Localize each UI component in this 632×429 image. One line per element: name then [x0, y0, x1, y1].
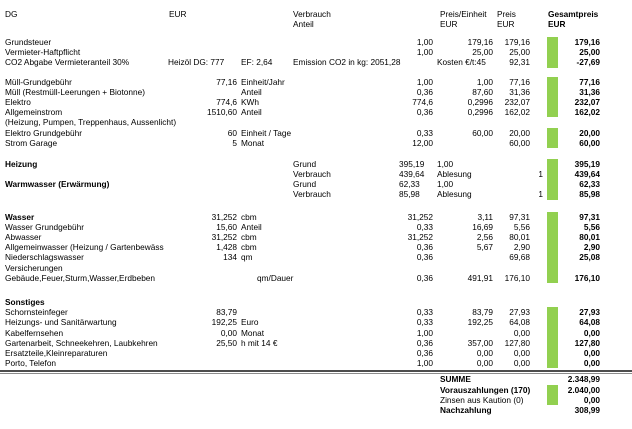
price-per-unit-cell: 3,11 — [477, 211, 493, 222]
amount-cell: 1510,60 — [207, 107, 237, 118]
verbrauch-cell: 1,00 — [416, 47, 433, 58]
price-cell: 0,00 — [513, 327, 530, 338]
total-cell: 31,36 — [579, 86, 600, 97]
amount-cell: 83,79 — [216, 307, 237, 318]
highlight-bar — [547, 222, 558, 232]
total-cell: 176,10 — [574, 272, 600, 283]
price-per-unit-cell: 25,00 — [472, 47, 493, 58]
table-row — [5, 252, 632, 262]
highlight-bar — [547, 77, 558, 87]
highlight-bar — [547, 374, 558, 384]
summary-label: Zinsen aus Kaution (0) — [440, 394, 524, 405]
table-row — [5, 232, 632, 242]
table-row — [5, 117, 632, 127]
amount-cell: 77,16 — [216, 76, 237, 87]
unit-cell: cbm — [241, 211, 257, 222]
label-cell: Gebäude,Feuer,Sturm,Wasser,Erdbeben — [5, 272, 156, 283]
price-per-unit-cell: 1,00 — [476, 76, 493, 87]
highlight-bar — [547, 37, 558, 47]
label-cell: Elektro Grundgebühr — [5, 127, 83, 138]
unit-cell: Monat — [241, 137, 265, 148]
label-cell: Porto, Telefon — [5, 358, 57, 369]
price-cell: 60,00 — [509, 137, 530, 148]
total-cell: 77,16 — [579, 76, 600, 87]
verbrauch-cell: 1,00 — [416, 76, 433, 87]
price-per-unit-cell: 491,91 — [467, 272, 493, 283]
verbrauch-cell: 0,36 — [416, 347, 433, 358]
column-header-eur: EUR — [169, 9, 187, 19]
total-cell: 439,64 — [574, 169, 600, 180]
total-cell: 0,00 — [583, 347, 600, 358]
label-cell: Allgemeinstrom — [5, 107, 63, 118]
verbrauch-cell: 12,00 — [412, 137, 433, 148]
amount-cell: 5 — [232, 137, 237, 148]
price-per-unit-cell: Ablesung — [437, 189, 472, 200]
price-cell: 5,56 — [513, 221, 530, 232]
price-per-unit-cell: 60,00 — [472, 127, 493, 138]
table-row — [5, 159, 632, 169]
column-header-dg: DG — [5, 9, 18, 19]
price-per-unit-cell: 179,16 — [467, 37, 493, 47]
table-row — [5, 47, 632, 57]
verbrauch-cell: 0,36 — [416, 107, 433, 118]
price-cell: 162,02 — [504, 107, 530, 118]
price-cell: 64,08 — [509, 317, 530, 328]
price-per-unit-cell: 5,67 — [476, 242, 493, 253]
table-row — [5, 97, 632, 107]
label-cell: Heizungs- und Sanitärwartung — [5, 317, 117, 328]
price-cell: 77,16 — [509, 76, 530, 87]
table-row — [5, 273, 632, 283]
reading-marker: 1 — [538, 169, 543, 180]
verbrauch-cell: 0,36 — [416, 86, 433, 97]
column-header-preis: Preis — [497, 9, 516, 19]
amount-cell: Heizöl DG: 777 — [168, 57, 225, 68]
highlight-bar — [547, 348, 558, 358]
total-cell: 0,00 — [583, 327, 600, 338]
price-per-unit-cell: 0,2996 — [467, 96, 493, 107]
section-gap — [0, 148, 632, 159]
unit-cell: cbm — [241, 242, 257, 253]
total-cell: 2,90 — [583, 242, 600, 253]
table-row — [5, 358, 632, 368]
label-cell: CO2 Abgabe Vermieteranteil 30% — [5, 57, 130, 68]
highlight-bar — [547, 107, 558, 117]
summary-label: Vorauszahlungen (170) — [440, 384, 531, 395]
table-row — [5, 87, 632, 97]
verbrauch-cell: 0,33 — [416, 317, 433, 328]
table-row — [5, 338, 632, 348]
table-row — [5, 107, 632, 117]
summary-row — [5, 385, 632, 395]
unit-cell: KWh — [241, 96, 259, 107]
label-cell: Kabelfernsehen — [5, 327, 64, 338]
table-row — [5, 212, 632, 222]
price-cell: 2,90 — [513, 242, 530, 253]
table-row — [5, 297, 632, 307]
table-row — [5, 189, 632, 199]
highlight-bar — [547, 358, 558, 368]
verbrauch-cell: 1,00 — [416, 358, 433, 369]
summary-value: 308,99 — [574, 405, 600, 416]
label-cell: Heizung — [5, 158, 38, 169]
highlight-bar — [547, 273, 558, 283]
amount-cell: 134 — [223, 252, 237, 263]
summary-row — [5, 374, 632, 384]
verbrauch-cell: 1,00 — [416, 37, 433, 47]
table-row — [5, 37, 632, 47]
highlight-bar — [547, 138, 558, 148]
label-cell: Sonstiges — [5, 296, 45, 307]
total-cell: 60,00 — [579, 137, 600, 148]
label-cell: Gartenarbeit, Schneekehren, Laubkehren — [5, 337, 158, 348]
basis-cell: Verbrauch — [293, 169, 331, 180]
total-cell: 80,01 — [579, 232, 600, 242]
label-cell: Versicherungen — [5, 262, 63, 273]
price-cell: 0,00 — [513, 347, 530, 358]
unit-cell: EF: 2,64 — [241, 57, 273, 68]
unit-cell: Anteil — [241, 221, 262, 232]
table-row — [5, 169, 632, 179]
price-cell: 232,07 — [504, 96, 530, 107]
table-row — [5, 317, 632, 327]
label-cell: Strom Garage — [5, 137, 58, 148]
highlight-bar — [547, 159, 558, 169]
label-cell: Müll-Grundgebühr — [5, 76, 72, 87]
total-cell: 395,19 — [574, 158, 600, 169]
total-cell: 25,00 — [579, 47, 600, 58]
total-cell: 5,56 — [583, 221, 600, 232]
label-cell: Grundsteuer — [5, 37, 52, 47]
amount-cell: 25,50 — [216, 337, 237, 348]
highlight-bar — [547, 242, 558, 252]
total-cell: 232,07 — [574, 96, 600, 107]
table-header — [0, 0, 632, 33]
section-gap — [0, 283, 632, 297]
basis-cell: Grund — [293, 179, 317, 190]
verbrauch-cell: 0,36 — [416, 242, 433, 253]
highlight-bar — [547, 317, 558, 327]
highlight-bar — [547, 179, 558, 189]
verbrauch-cell: 395,19 — [399, 158, 425, 169]
verbrauch-cell: 0,33 — [416, 221, 433, 232]
unit-cell: qm/Dauer — [257, 272, 294, 283]
highlight-bar — [547, 297, 558, 307]
total-cell: 25,08 — [579, 252, 600, 263]
label-cell: Warmwasser (Erwärmung) — [5, 179, 110, 190]
verbrauch-cell: 0,36 — [416, 272, 433, 283]
price-cell: 69,68 — [509, 252, 530, 263]
total-cell: 20,00 — [579, 127, 600, 138]
price-per-unit-cell: Kosten €/t:45 — [437, 57, 486, 68]
label-cell: (Heizung, Pumpen, Treppenhaus, Aussenlicht) — [5, 117, 177, 128]
unit-cell: Anteil — [241, 86, 262, 97]
total-cell: 85,98 — [579, 189, 600, 200]
price-cell: 92,31 — [509, 57, 530, 68]
label-cell: Müll (Restmüll-Leerungen + Biotonne) — [5, 86, 145, 97]
table-row — [5, 307, 632, 317]
reading-marker: 1 — [538, 189, 543, 200]
summary-section — [0, 374, 632, 415]
basis-cell: Emission CO2 in kg: 2051,28 — [293, 57, 401, 68]
column-header-preis-einheit-eur: EUR — [440, 19, 458, 29]
highlight-bar — [547, 189, 558, 199]
unit-cell: Euro — [241, 317, 259, 328]
label-cell: Wasser Grundgebühr — [5, 221, 85, 232]
price-cell: 179,16 — [504, 37, 530, 47]
table-row — [5, 77, 632, 87]
table-row — [5, 242, 632, 252]
label-cell: Wasser — [5, 211, 35, 222]
summary-value: 2.040,00 — [567, 384, 600, 395]
table-row — [5, 138, 632, 148]
highlight-bar — [547, 252, 558, 262]
unit-cell: Monat — [241, 327, 265, 338]
summary-value: 0,00 — [583, 394, 600, 405]
column-header-verbrauch: Verbrauch — [293, 9, 331, 19]
price-per-unit-cell: 0,00 — [476, 358, 493, 369]
highlight-bar — [547, 263, 558, 273]
highlight-bar — [547, 338, 558, 348]
section-gap — [0, 200, 632, 212]
table-row — [5, 179, 632, 189]
label-cell: Niederschlagswasser — [5, 252, 84, 263]
unit-cell: h mit 14 € — [241, 337, 278, 348]
column-header-preis-einheit: Preis/Einheit — [440, 9, 487, 19]
price-cell: 0,00 — [513, 358, 530, 369]
total-cell: -27,69 — [576, 57, 600, 68]
price-per-unit-cell: 0,00 — [476, 347, 493, 358]
total-cell: 127,80 — [574, 337, 600, 348]
verbrauch-cell: 439,64 — [399, 169, 425, 180]
total-cell: 64,08 — [579, 317, 600, 328]
label-cell: Ersatzteile,Kleinreparaturen — [5, 347, 108, 358]
table-row — [5, 263, 632, 273]
table-row — [5, 222, 632, 232]
verbrauch-cell: 0,33 — [416, 127, 433, 138]
amount-cell: 15,60 — [216, 221, 237, 232]
price-cell: 80,01 — [509, 232, 530, 242]
price-per-unit-cell: 1,00 — [437, 179, 454, 190]
price-per-unit-cell: 0,2996 — [467, 107, 493, 118]
price-per-unit-cell: 16,69 — [472, 221, 493, 232]
highlight-bar — [547, 307, 558, 317]
verbrauch-cell: 774,6 — [412, 96, 433, 107]
amount-cell: 31,252 — [211, 232, 237, 242]
total-cell: 0,00 — [583, 358, 600, 369]
highlight-bar — [547, 405, 558, 415]
column-header-anteil: Anteil — [293, 19, 314, 29]
summary-label: SUMME — [440, 374, 471, 385]
verbrauch-cell: 1,00 — [416, 327, 433, 338]
unit-cell: qm — [241, 252, 253, 263]
price-cell: 127,80 — [504, 337, 530, 348]
amount-cell: 1,428 — [216, 242, 237, 253]
basis-cell: Verbrauch — [293, 189, 331, 200]
amount-cell: 774,6 — [216, 96, 237, 107]
column-header-preis-eur: EUR — [497, 19, 515, 29]
verbrauch-cell: 31,252 — [407, 232, 433, 242]
price-per-unit-cell: 2,56 — [476, 232, 493, 242]
price-cell: 27,93 — [509, 307, 530, 318]
highlight-bar — [547, 97, 558, 107]
highlight-bar — [547, 395, 558, 405]
verbrauch-cell: 31,252 — [407, 211, 433, 222]
column-header-gesamtpreis: Gesamtpreis — [548, 9, 599, 19]
highlight-bar — [547, 328, 558, 338]
price-cell: 25,00 — [509, 47, 530, 58]
highlight-bar — [547, 232, 558, 242]
price-cell: 20,00 — [509, 127, 530, 138]
highlight-bar — [547, 87, 558, 97]
label-cell: Vermieter-Haftpflicht — [5, 47, 81, 58]
label-cell: Schornsteinfeger — [5, 307, 68, 318]
price-per-unit-cell: Ablesung — [437, 169, 472, 180]
verbrauch-cell: 62,33 — [399, 179, 420, 190]
verbrauch-cell: 85,98 — [399, 189, 420, 200]
verbrauch-cell: 0,36 — [416, 337, 433, 348]
unit-cell: Anteil — [241, 107, 262, 118]
unit-cell: Einheit/Jahr — [241, 76, 285, 87]
amount-cell: 192,25 — [211, 317, 237, 328]
price-per-unit-cell: 87,60 — [472, 86, 493, 97]
price-per-unit-cell: 192,25 — [467, 317, 493, 328]
highlight-bar — [547, 47, 558, 57]
price-per-unit-cell: 1,00 — [437, 158, 454, 169]
summary-label: Nachzahlung — [440, 405, 492, 416]
price-per-unit-cell: 83,79 — [472, 307, 493, 318]
summary-value: 2.348,99 — [567, 374, 600, 385]
total-cell: 97,31 — [579, 211, 600, 222]
unit-cell: cbm — [241, 232, 257, 242]
highlight-bar — [547, 385, 558, 395]
total-cell: 179,16 — [574, 37, 600, 47]
total-cell: 162,02 — [574, 107, 600, 118]
table-row — [5, 328, 632, 338]
amount-cell: 0,00 — [220, 327, 237, 338]
verbrauch-cell: 0,36 — [416, 252, 433, 263]
unit-cell: Einheit / Tage — [241, 127, 292, 138]
cost-table-body — [0, 37, 632, 368]
highlight-bar — [547, 57, 558, 67]
highlight-bar — [547, 128, 558, 138]
summary-row — [5, 395, 632, 405]
total-cell: 62,33 — [579, 179, 600, 190]
table-row — [5, 348, 632, 358]
label-cell: Abwasser — [5, 232, 42, 242]
basis-cell: Grund — [293, 158, 317, 169]
amount-cell: 60 — [227, 127, 237, 138]
price-cell: 176,10 — [504, 272, 530, 283]
highlight-bar — [547, 212, 558, 222]
label-cell: Elektro — [5, 96, 31, 107]
column-header-gesamtpreis-eur: EUR — [548, 19, 566, 29]
price-cell: 97,31 — [509, 211, 530, 222]
total-cell: 27,93 — [579, 307, 600, 318]
highlight-bar — [547, 169, 558, 179]
table-row — [5, 128, 632, 138]
table-row — [5, 57, 632, 67]
label-cell: Allgemeinwasser (Heizung / Gartenbewäss — [5, 242, 164, 253]
price-cell: 31,36 — [509, 86, 530, 97]
highlight-bar — [547, 117, 558, 127]
price-per-unit-cell: 357,00 — [467, 337, 493, 348]
section-gap — [0, 68, 632, 77]
verbrauch-cell: 0,33 — [416, 307, 433, 318]
amount-cell: 31,252 — [211, 211, 237, 222]
summary-row — [5, 405, 632, 415]
